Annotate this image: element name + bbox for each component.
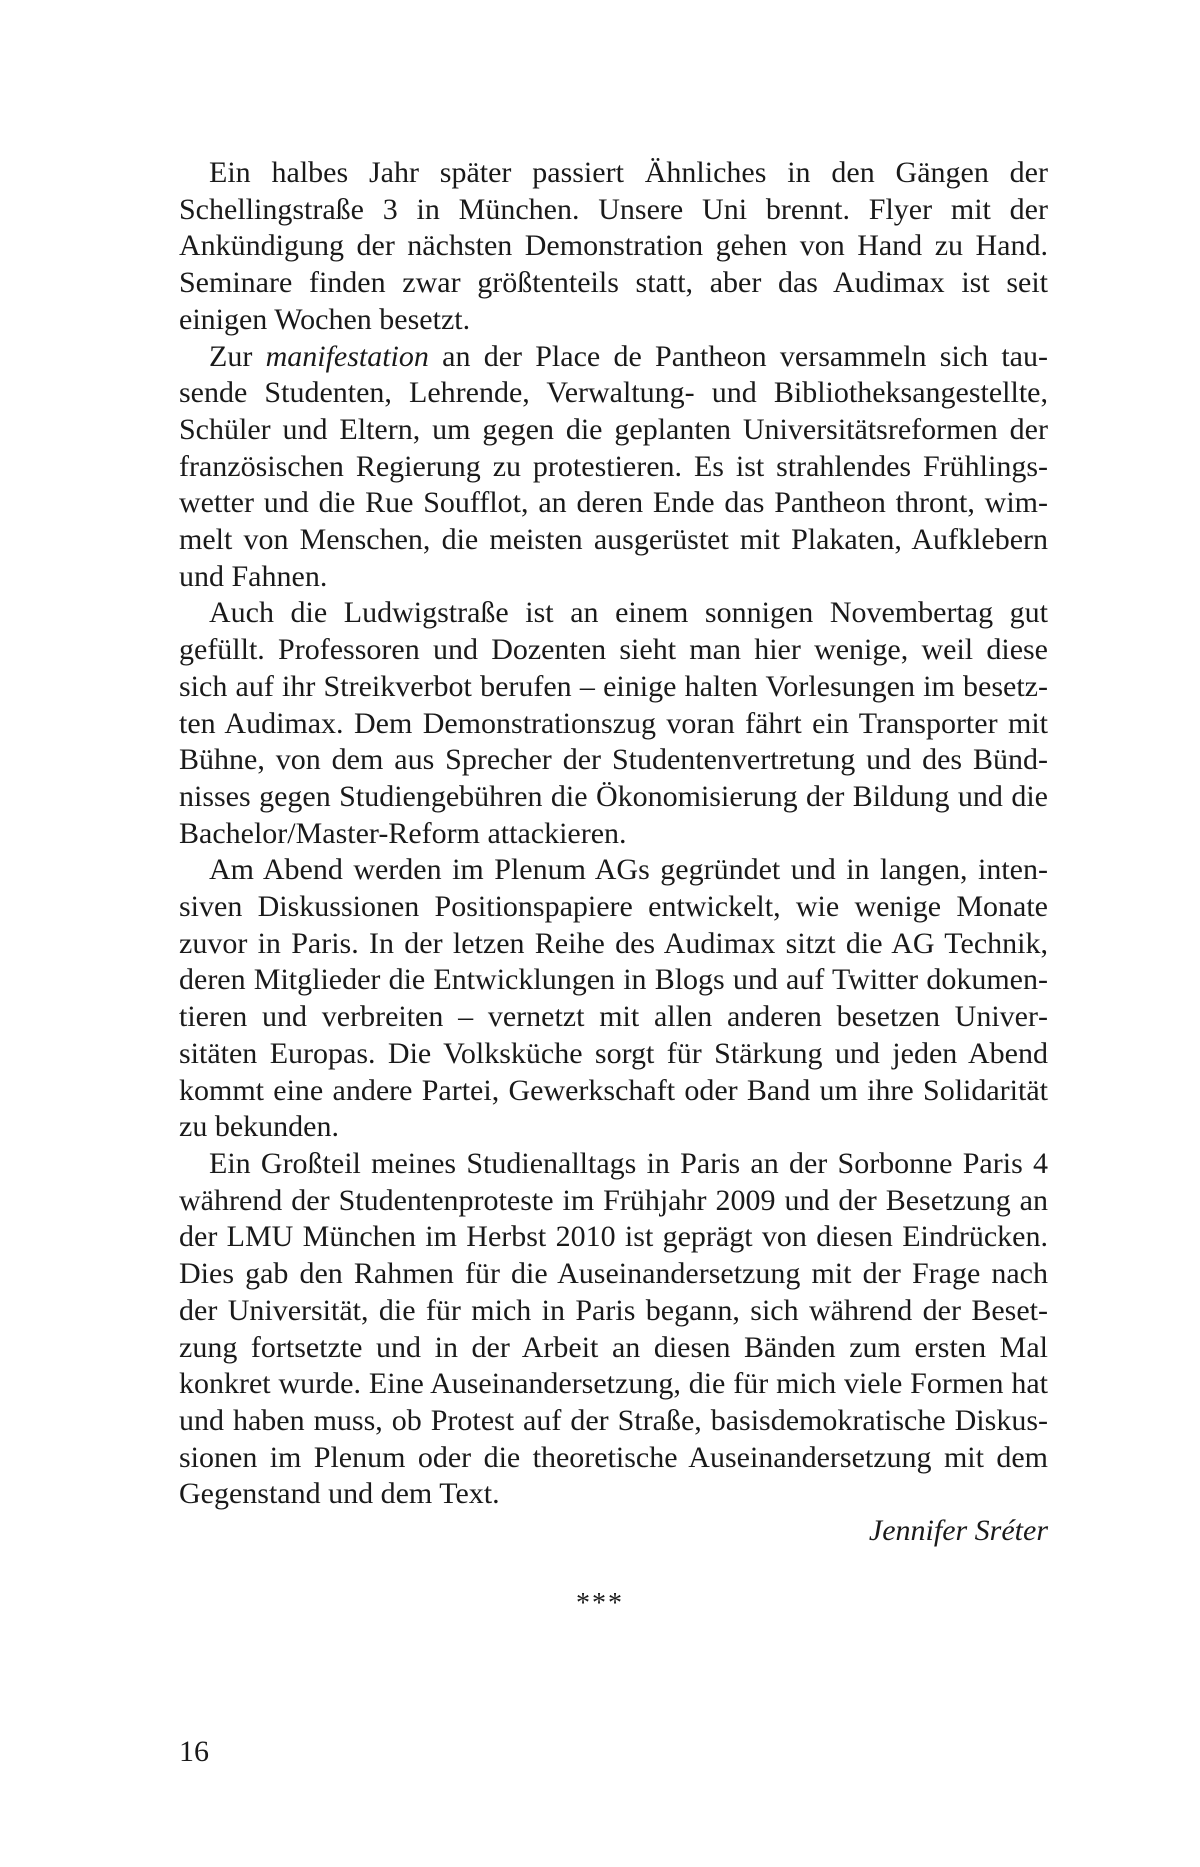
paragraph-text: Zur [209,339,266,373]
paragraph [179,155,1048,339]
paragraph [179,339,1048,596]
paragraph [179,1146,1048,1513]
paragraph-text: Ein Großteil meines Studienalltags in Paris an der Sorbonne Paris 4 während der Studentenproteste im Frühjahr 2009 und der Besetzung an der LMU München im Herbst 2010 ist geprägt von diesen Eindrücken. Dies gab den Rahmen für die Auseinandersetzung mit der Frage nach der Universität, die für mich in Paris begann, sich während der Besetzung fortsetzte und in der Arbeit an diesen Bänden zum ersten Mal konkret wurde. Eine Auseinandersetzung, die für mich viele Formen hat und haben muss, ob Protest auf der Straße, basisdemokratische Diskussionen im Plenum oder die theoretische Auseinandersetzung mit dem Gegenstand und dem Text. [179,1146,1048,1511]
paragraph [179,852,1048,1146]
paragraph-list [179,155,1048,1513]
body-text [179,155,1048,1550]
paragraph-text: an der Place de Pantheon versammeln sich tausende Studenten, Lehrende, Verwaltung- und Bibliotheksangestellte, Schüler und Eltern, um gegen die geplanten Universitätsreformen der französischen Regierung zu protestieren. Es ist strahlendes Frühlingswetter und die Rue Soufflot, an deren Ende das Pantheon thront, wimmelt von Menschen, die meisten ausgerüstet mit Plakaten, Aufklebern und Fahnen. [179,339,1048,593]
paragraph-text: Auch die Ludwigstraße ist an einem sonnigen Novembertag gut gefüllt. Professoren und Dozenten sieht man hier wenige, weil diese sich auf ihr Streikverbot berufen – einige halten Vorlesungen im besetzten Audimax. Dem Demonstrationszug voran fährt ein Transporter mit Bühne, von dem aus Sprecher der Studentenvertretung und des Bündnisses gegen Studiengebühren die Ökonomisierung der Bildung und die Bachelor/Master-Reform attackieren. [179,596,1048,850]
italic-term: manifestation [265,339,429,373]
author-signature: Jennifer Sréter [868,1514,1048,1548]
paragraph-text: Ein halbes Jahr später passiert Ähnliches in den Gängen der Schellingstraße 3 in München. Unsere Uni brennt. Flyer mit der Ankündigung der nächsten Demonstration gehen von Hand zu Hand. Seminare finden zwar größtenteils statt, aber das Audimax ist seit einigen Wochen besetzt. [179,156,1048,336]
section-separator: *** [576,1588,624,1619]
page-number: 16 [179,1735,209,1768]
paragraph-text: Am Abend werden im Plenum AGs gegründet und in langen, intensiven Diskussionen Positionspapiere entwickelt, wie wenige Monate zuvor in Paris. In der letzen Reihe des Audimax sitzt die AG Technik, deren Mitglieder die Entwicklungen in Blogs und auf Twitter dokumentieren und verbreiten – vernetzt mit allen anderen besetzen Universitäten Europas. Die Volksküche sorgt für Stärkung und jeden Abend kommt eine andere Partei, Gewerkschaft oder Band um ihre Solidarität zu bekunden. [179,853,1048,1144]
paragraph [179,595,1048,852]
